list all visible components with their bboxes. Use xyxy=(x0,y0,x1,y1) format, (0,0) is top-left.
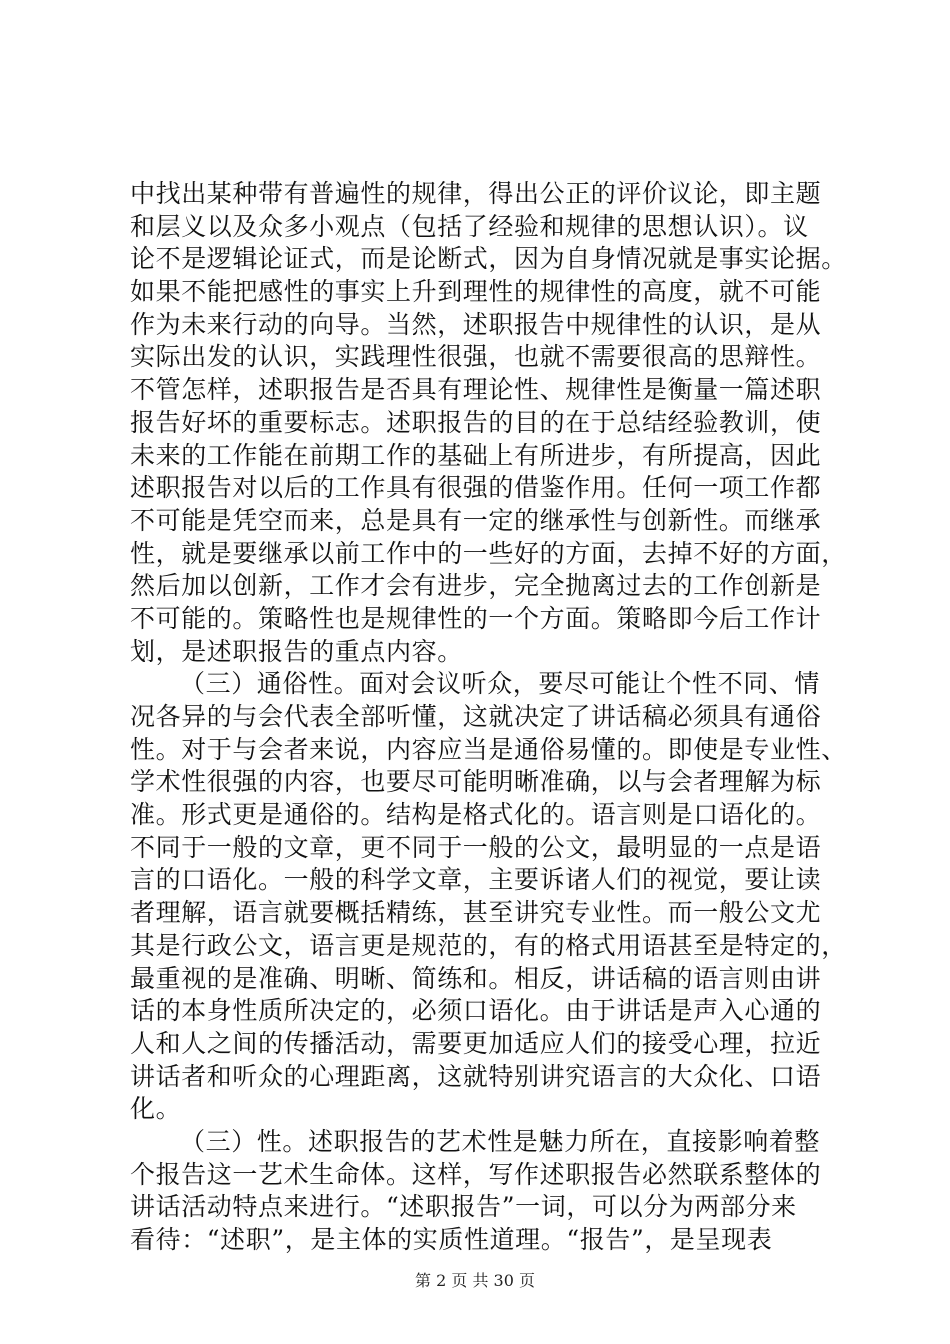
paragraph-start-line: （三）通俗性。面对会议听众，要尽可能让个性不同、情 xyxy=(180,669,821,699)
text-line: 不管怎样，述职报告是否具有理论性、规律性是衡量一篇述职 xyxy=(130,375,822,405)
text-line: 述职报告对以后的工作具有很强的借鉴作用。任何一项工作都 xyxy=(130,473,822,503)
text-line: 化。 xyxy=(130,1094,182,1124)
text-line: 划，是述职报告的重点内容。 xyxy=(130,636,463,666)
text-line: 性，就是要继承以前工作中的一些好的方面，去掉不好的方面， xyxy=(130,538,847,568)
text-line: 未来的工作能在前期工作的基础上有所进步，有所提高，因此 xyxy=(130,440,822,470)
text-line: 论不是逻辑论证式，而是论断式，因为自身情况就是事实论据。 xyxy=(130,244,847,274)
text-line: 况各异的与会代表全部听懂，这就决定了讲话稿必须具有通俗 xyxy=(130,702,822,731)
text-line: 不可能是凭空而来，总是具有一定的继承性与创新性。而继承 xyxy=(130,505,822,535)
text-line: 不同于一般的文章，更不同于一般的公文，最明显的一点是语 xyxy=(130,832,822,862)
text-line: 实际出发的认识，实践理性很强，也就不需要很高的思辩性。 xyxy=(130,342,822,372)
text-line: 人和人之间的传播活动，需要更加适应人们的接受心理，拉近 xyxy=(130,1028,822,1058)
text-line: 个报告这一艺术生命体。这样，写作述职报告必然联系整体的 xyxy=(130,1159,822,1189)
text-line: 讲话者和听众的心理距离，这就特别讲究语言的大众化、口语 xyxy=(130,1061,822,1091)
text-line: 者理解，语言就要概括精练，甚至讲究专业性。而一般公文尤 xyxy=(130,898,822,928)
text-line: 然后加以创新，工作才会有进步，完全抛离过去的工作创新是 xyxy=(130,571,822,601)
text-line: 学术性很强的内容，也要尽可能明晰准确，以与会者理解为标 xyxy=(130,767,822,797)
paragraph-start-line: （三）性。述职报告的艺术性是魅力所在，直接影响着整 xyxy=(180,1126,821,1156)
text-line: 不可能的。策略性也是规律性的一个方面。策略即今后工作计 xyxy=(130,603,822,633)
text-line: 中找出某种带有普遍性的规律，得出公正的评价议论，即主题 xyxy=(130,179,822,208)
text-line: 如果不能把感性的事实上升到理性的规律性的高度，就不可能 xyxy=(130,277,822,307)
text-line: 讲话活动特点来进行。“述职报告”一词，可以分为两部分来 xyxy=(130,1192,797,1222)
text-line: 话的本身性质所决定的，必须口语化。由于讲话是声入心通的 xyxy=(130,996,822,1026)
text-line: 性。对于与会者来说，内容应当是通俗易懂的。即使是专业性、 xyxy=(130,734,847,764)
text-line: 言的口语化。一般的科学文章，主要诉诸人们的视觉，要让读 xyxy=(130,865,822,895)
text-line: 看待：“述职”，是主体的实质性道理。“报告”，是呈现表 xyxy=(130,1225,773,1254)
document-body xyxy=(130,178,847,1257)
text-line: 最重视的是准确、明晰、简练和。相反，讲话稿的语言则由讲 xyxy=(130,963,822,993)
page-number-footer: 第 2 页 共 30 页 xyxy=(415,1271,535,1290)
text-line: 其是行政公文，语言更是规范的，有的格式用语甚至是特定的， xyxy=(130,930,847,960)
text-line: 和层义以及众多小观点（包括了经验和规律的思想认识）。议 xyxy=(130,211,809,241)
text-line: 准。形式更是通俗的。结构是格式化的。语言则是口语化的。 xyxy=(130,800,822,830)
text-line: 报告好坏的重要标志。述职报告的目的在于总结经验教训，使 xyxy=(130,407,822,437)
text-line: 作为未来行动的向导。当然，述职报告中规律性的认识，是从 xyxy=(130,309,822,339)
